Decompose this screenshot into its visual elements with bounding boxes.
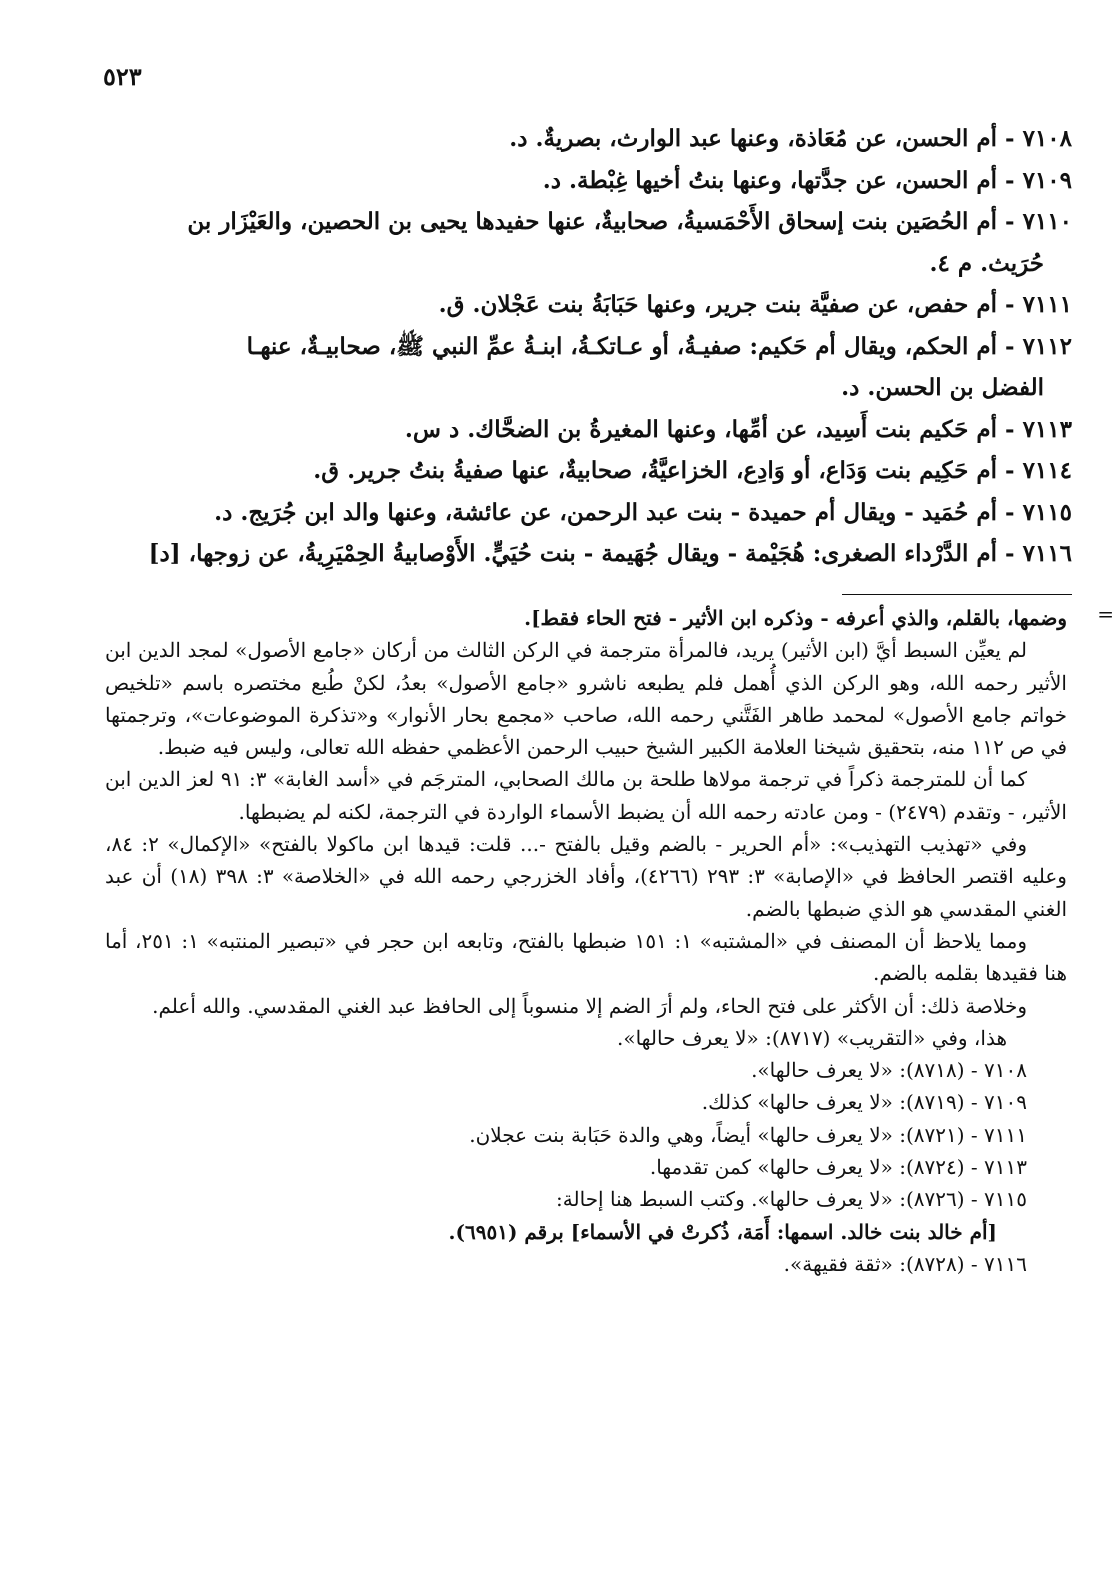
entry-7110: ٧١١٠ - أم الحُصَين بنت إسحاق الأَحْمَسيةُ، صحابيةٌ، عنها حفيدها يحيى بن الحصين، والعَيْزَار بن — [187, 208, 1072, 235]
taqrib-references — [105, 1022, 1067, 1280]
taqrib-item: ٧١٠٩ - (٨٧١٩): «لا يعرف حالها» كذلك. — [701, 1090, 1027, 1115]
entry-7112-continued: الفضل بن الحسن. د. — [841, 374, 1044, 401]
entry-7114: ٧١١٤ - أم حَكِيم بنت وَدَاع، أو وَادِع، الخزاعيَّةُ، صحابيةٌ، عنها صفيةُ بنتُ جرير. ق. — [313, 457, 1072, 484]
entry-7111: ٧١١١ - أم حفص، عن صفيَّة بنت جرير، وعنها حَبَابَةُ بنت عَجْلان. ق. — [438, 291, 1072, 318]
page-number: ٥٢٣ — [103, 62, 142, 91]
entry-7109: ٧١٠٩ - أم الحسن، عن جدَّتها، وعنها بنتُ أخيها غِبْطة. د. — [542, 166, 1072, 194]
taqrib-item: ٧١٠٨ - (٨٧١٨): «لا يعرف حالها». — [751, 1058, 1027, 1083]
taqrib-item: ٧١١٥ - (٨٧٢٦): «لا يعرف حالها». وكتب السبط هنا إحالة: — [556, 1187, 1027, 1212]
note-line: وضمها، بالقلم، والذي أعرفه - وذكره ابن الأثير - فتح الحاء فقط]. — [524, 606, 1067, 630]
taqrib-item: ٧١١٦ - (٨٧٢٨): «ثقة فقيهة». — [783, 1251, 1027, 1276]
note-paragraph: لم يعيِّن السبط أيَّ (ابن الأثير) يريد، فالمرأة مترجمة في الركن الثالث من أركان «جامع الأصول» لمجد الدين ابن الأثير رحمه الله، وهو الركن الذي أُهمل فلم يطبعه ناشرو «جامع الأصول» بعدُ، لكنْ طُبع مختصره باسم «تلخيص خواتم جامع الأصول» لمحمد طاهر الفَتَّني رحمه الله، صاحب «مجمع بحار الأنوار» و«تذكرة الموضوعات»، وترجمتها في ص ١١٢ منه، بتحقيق شيخنا العلامة الكبير الشيخ حبيب الرحمن الأعظمي حفظه الله تعالى، وليس فيه ضبط. — [105, 638, 1067, 760]
taqrib-item: ٧١١٣ - (٨٧٢٤): «لا يعرف حالها» كمن تقدمها. — [649, 1155, 1027, 1180]
taqrib-intro: هذا، وفي «التقريب» (٨٧١٧): «لا يعرف حالها». — [616, 1025, 1007, 1050]
note-paragraph: وفي «تهذيب التهذيب»: «أم الحرير - بالضم وقيل بالفتح -... قلت: قيدها ابن ماكولا بالفتح» «الإكمال» ٢: ٨٤، وعليه اقتصر الحافظ في «الإصابة» ٣: ٢٩٣ (٤٢٦٦)، وأفاد الخزرجي رحمه الله في «الخلاصة» ٣: ٣٩٨ (١٨) أن عبد الغني المقدسي هو الذي ضبطها بالضم. — [105, 832, 1067, 921]
entry-7112: ٧١١٢ - أم الحكم، ويقال أم حَكيم: صفيـةُ، أو عـاتكـةُ، ابنـةُ عمِّ النبي ﷺ، صحابيـةٌ، عنهـا — [246, 332, 1072, 360]
entry-7110-continued: حُرَيث. م ٤. — [929, 249, 1044, 277]
taqrib-item: ٧١١١ - (٨٧٢١): «لا يعرف حالها» أيضاً، وهي والدة حَبَابة بنت عجلان. — [469, 1122, 1027, 1147]
entry-7108: ٧١٠٨ - أم الحسن، عن مُعَاذة، وعنها عبد الوارث، بصريةٌ. د. — [509, 125, 1072, 152]
entry-7115: ٧١١٥ - أم حُمَيد - ويقال أم حميدة - بنت عبد الرحمن، عن عائشة، وعنها والد ابن جُرَيج. د. — [214, 498, 1072, 526]
note-paragraph: وخلاصة ذلك: أن الأكثر على فتح الحاء، ولم أرَ الضم إلا منسوباً إلى الحافظ عبد الغني المقدسي. والله أعلم. — [152, 993, 1027, 1018]
entry-7116: ٧١١٦ - أم الدَّرْداء الصغرى: هُجَيْمة - ويقال جُهَيمة - بنت حُيَيٍّ. الأَوْصابيةُ الحِمْيَرِيةُ، عن زوجها، [د] — [148, 540, 1072, 567]
entry-7113: ٧١١٣ - أم حَكيم بنت أَسِيد، عن أمِّها، وعنها المغيرةُ بن الضحَّاك. د س. — [404, 415, 1072, 443]
note-paragraph: ومما يلاحظ أن المصنف في «المشتبه» ١: ١٥١ ضبطها بالفتح، وتابعه ابن حجر في «تبصير المنتبه» ١: ٢٥١، أما هنا فقيدها بقلمه بالضم. — [105, 928, 1067, 986]
separator-line — [842, 594, 1072, 595]
bracketed-cross-reference: [أم خالد بنت خالد. اسمها: أَمَة، ذُكرتْ في الأسماء] برقم (٦٩٥١). — [448, 1219, 997, 1244]
footnote-continuation-marker: = — [1097, 602, 1114, 626]
main-text — [100, 118, 1072, 575]
note-paragraph: كما أن للمترجمة ذكراً في ترجمة مولاها طلحة بن مالك الصحابي، المترجَم في «أسد الغابة» ٣: ٩١ لعز الدين ابن الأثير، - وتقدم (٢٤٧٩) - ومن عادته رحمه الله أن يضبط الأسماء الواردة في الترجمة، لكنه لم يضبطها. — [105, 767, 1067, 824]
footnotes — [105, 602, 1067, 1280]
